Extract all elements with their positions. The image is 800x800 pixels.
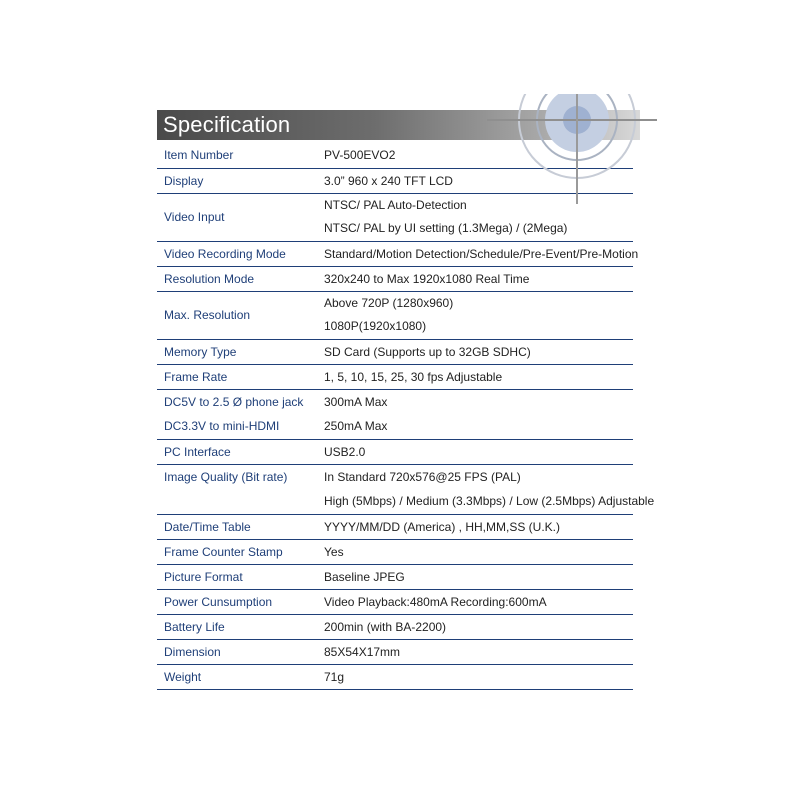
spec-value: 320x240 to Max 1920x1080 Real Time — [324, 266, 633, 291]
spec-row — [157, 589, 633, 614]
spec-label: Video Recording Mode — [157, 241, 324, 266]
spec-label: Memory Type — [157, 339, 324, 364]
spec-value: 71g — [324, 664, 633, 689]
spec-row — [157, 539, 633, 564]
spec-value-line: Above 720P (1280x960) — [324, 296, 454, 310]
spec-label: Picture Format — [157, 564, 324, 589]
spec-value-line: 1080P(1920x1080) — [324, 319, 427, 333]
spec-row — [157, 266, 633, 291]
spec-table — [157, 143, 655, 690]
spec-label: PC Interface — [157, 439, 324, 464]
spec-row — [157, 489, 633, 514]
spec-label: Video Input — [157, 193, 324, 241]
spec-label: Battery Life — [157, 614, 324, 639]
spec-label: Display — [157, 168, 324, 193]
spec-label: Frame Counter Stamp — [157, 539, 324, 564]
spec-value: PV-500EVO2 — [324, 143, 633, 168]
spec-row — [157, 439, 633, 464]
page-title: Specification — [163, 112, 291, 137]
spec-row — [157, 168, 633, 193]
spec-label — [157, 489, 324, 514]
spec-label: DC3.3V to mini-HDMI — [157, 414, 324, 439]
spec-label: Item Number — [157, 143, 324, 168]
spec-value-line: NTSC/ PAL by UI setting (1.3Mega) / (2Mega) — [324, 221, 568, 235]
spec-value: SD Card (Supports up to 32GB SDHC) — [324, 339, 633, 364]
spec-label: Date/Time Table — [157, 514, 324, 539]
spec-table-body — [157, 143, 655, 689]
spec-value — [324, 291, 633, 339]
spec-value: 85X54X17mm — [324, 639, 633, 664]
spec-value: 200min (with BA-2200) — [324, 614, 633, 639]
spec-value: Standard/Motion Detection/Schedule/Pre-Event/Pre-Motion — [324, 241, 633, 266]
spec-row — [157, 241, 633, 266]
spec-value: Yes — [324, 539, 633, 564]
specification-panel — [157, 110, 655, 690]
spec-label: DC5V to 2.5 Ø phone jack — [164, 394, 304, 409]
spec-label: Weight — [157, 664, 324, 689]
spec-row — [157, 639, 633, 664]
spec-value: 300mA Max — [324, 394, 388, 409]
spec-value: 250mA Max — [324, 414, 633, 439]
spec-row — [157, 193, 633, 241]
spec-label: Dimension — [157, 639, 324, 664]
spec-row — [157, 339, 633, 364]
spec-value: Baseline JPEG — [324, 564, 633, 589]
spec-row — [157, 143, 633, 168]
spec-label: Power Cunsumption — [157, 589, 324, 614]
spec-row — [157, 464, 633, 489]
spec-row — [157, 614, 633, 639]
spec-value-line: NTSC/ PAL Auto-Detection — [324, 198, 467, 212]
spec-row — [157, 564, 633, 589]
spec-value: High (5Mbps) / Medium (3.3Mbps) / Low (2.5Mbps) Adjustable — [324, 489, 633, 514]
spec-label: Resolution Mode — [157, 266, 324, 291]
spec-value: 1, 5, 10, 15, 25, 30 fps Adjustable — [324, 364, 633, 389]
spec-label: Image Quality (Bit rate) — [164, 469, 288, 484]
spec-value: Video Playback:480mA Recording:600mA — [324, 589, 633, 614]
spec-label: Max. Resolution — [157, 291, 324, 339]
spec-row — [157, 414, 633, 439]
spec-value — [324, 193, 633, 241]
spec-row — [157, 364, 633, 389]
spec-row — [157, 664, 633, 689]
spec-value: 3.0” 960 x 240 TFT LCD — [324, 168, 633, 193]
spec-row — [157, 389, 633, 414]
spec-row — [157, 514, 633, 539]
spec-value: YYYY/MM/DD (America) , HH,MM,SS (U.K.) — [324, 514, 633, 539]
spec-label: Frame Rate — [157, 364, 324, 389]
spec-value: USB2.0 — [324, 439, 633, 464]
spec-value: In Standard 720x576@25 FPS (PAL) — [324, 469, 521, 484]
title-bar — [157, 110, 640, 140]
spec-row — [157, 291, 633, 339]
